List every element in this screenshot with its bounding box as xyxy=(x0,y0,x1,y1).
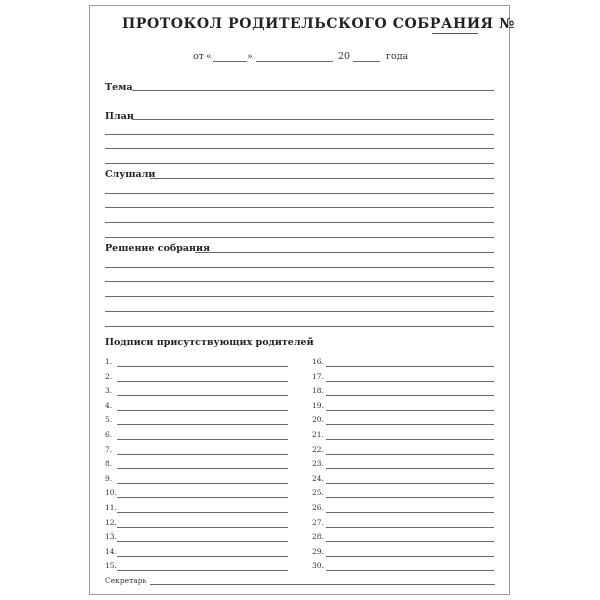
heard-line[interactable] xyxy=(150,178,494,179)
date-close-quote: » xyxy=(247,51,253,62)
signature-line[interactable] xyxy=(117,497,288,498)
heard-line[interactable] xyxy=(105,222,494,223)
signature-line[interactable] xyxy=(117,541,288,542)
section-heard-label: Слушали xyxy=(105,169,156,180)
decision-line[interactable] xyxy=(105,296,494,297)
signature-line[interactable] xyxy=(117,395,288,396)
signature-number: 5. xyxy=(105,415,113,425)
signature-number: 13. xyxy=(105,532,117,542)
date-year-suffix: года xyxy=(386,51,409,62)
signature-line[interactable] xyxy=(117,570,288,571)
signature-line[interactable] xyxy=(326,454,494,455)
signature-number: 7. xyxy=(105,444,113,454)
date-year-line[interactable] xyxy=(353,61,380,62)
section-plan-label: План xyxy=(105,111,134,122)
signature-number: 18. xyxy=(312,386,324,396)
signature-line[interactable] xyxy=(117,410,288,411)
signature-line[interactable] xyxy=(117,454,288,455)
signature-number: 3. xyxy=(105,386,113,396)
decision-line[interactable] xyxy=(105,326,494,327)
document-title: ПРОТОКОЛ РОДИТЕЛЬСКОГО СОБРАНИЯ № xyxy=(122,16,515,32)
signature-number: 10. xyxy=(105,488,117,498)
date-day-line[interactable] xyxy=(213,61,247,62)
signature-number: 25. xyxy=(312,488,324,498)
signature-line[interactable] xyxy=(117,381,288,382)
signature-number: 11. xyxy=(105,503,117,512)
protocol-number-line[interactable] xyxy=(432,33,478,34)
decision-line[interactable] xyxy=(105,281,494,282)
signature-line[interactable] xyxy=(326,439,494,440)
signature-number: 17. xyxy=(312,371,324,381)
signature-line[interactable] xyxy=(326,410,494,411)
signature-line[interactable] xyxy=(326,541,494,542)
signature-number: 29. xyxy=(312,546,324,556)
secretary-label: Секретарь xyxy=(105,576,147,585)
section-decision-label: Решение собрания xyxy=(105,243,211,254)
date-month-line[interactable] xyxy=(256,61,333,62)
signature-number: 1. xyxy=(105,357,113,366)
plan-line[interactable] xyxy=(105,134,494,135)
signature-number: 24. xyxy=(312,473,324,483)
signature-number: 27. xyxy=(312,517,324,527)
signature-line[interactable] xyxy=(326,468,494,469)
signature-line[interactable] xyxy=(326,570,494,571)
signature-line[interactable] xyxy=(326,424,494,425)
signature-number: 6. xyxy=(105,430,113,439)
signature-number: 30. xyxy=(312,561,324,571)
decision-line[interactable] xyxy=(195,252,494,253)
section-topic-label: Тема xyxy=(105,82,133,93)
heard-line[interactable] xyxy=(105,193,494,194)
signature-number: 19. xyxy=(312,400,324,410)
secretary-signature-line[interactable] xyxy=(150,584,495,585)
signature-line[interactable] xyxy=(326,527,494,528)
signature-number: 4. xyxy=(105,400,113,410)
heard-line[interactable] xyxy=(105,237,494,238)
plan-line[interactable] xyxy=(105,148,494,149)
signature-number: 28. xyxy=(312,532,324,542)
signature-line[interactable] xyxy=(326,497,494,498)
decision-line[interactable] xyxy=(105,267,494,268)
signature-line[interactable] xyxy=(326,483,494,484)
signature-number: 26. xyxy=(312,503,324,512)
signature-number: 12. xyxy=(105,517,117,527)
plan-line[interactable] xyxy=(132,119,494,120)
decision-line[interactable] xyxy=(105,311,494,312)
signature-line[interactable] xyxy=(326,556,494,557)
topic-line[interactable] xyxy=(132,90,494,91)
signature-number: 22. xyxy=(312,444,324,454)
signature-line[interactable] xyxy=(326,395,494,396)
signature-line[interactable] xyxy=(117,424,288,425)
signature-line[interactable] xyxy=(117,366,288,367)
date-year-prefix: 20 xyxy=(338,51,351,62)
signature-number: 2. xyxy=(105,371,113,381)
heard-line[interactable] xyxy=(105,207,494,208)
date-from-label: от xyxy=(193,51,204,62)
signature-line[interactable] xyxy=(117,556,288,557)
signature-line[interactable] xyxy=(326,381,494,382)
signature-number: 9. xyxy=(105,473,113,483)
signature-line[interactable] xyxy=(326,366,494,367)
protocol-sheet xyxy=(89,5,510,595)
signature-number: 23. xyxy=(312,459,324,469)
signature-number: 8. xyxy=(105,459,113,469)
signature-line[interactable] xyxy=(326,512,494,513)
signature-number: 14. xyxy=(105,546,117,556)
date-open-quote: « xyxy=(206,51,212,62)
signature-number: 16. xyxy=(312,357,324,366)
signature-line[interactable] xyxy=(117,483,288,484)
signature-number: 21. xyxy=(312,430,324,439)
signature-line[interactable] xyxy=(117,439,288,440)
signature-line[interactable] xyxy=(117,527,288,528)
section-signatures-label: Подписи присутствующих родителей xyxy=(105,337,314,348)
signature-number: 15. xyxy=(105,561,117,571)
signature-line[interactable] xyxy=(117,468,288,469)
signature-number: 20. xyxy=(312,415,324,425)
signature-line[interactable] xyxy=(117,512,288,513)
plan-line[interactable] xyxy=(105,163,494,164)
